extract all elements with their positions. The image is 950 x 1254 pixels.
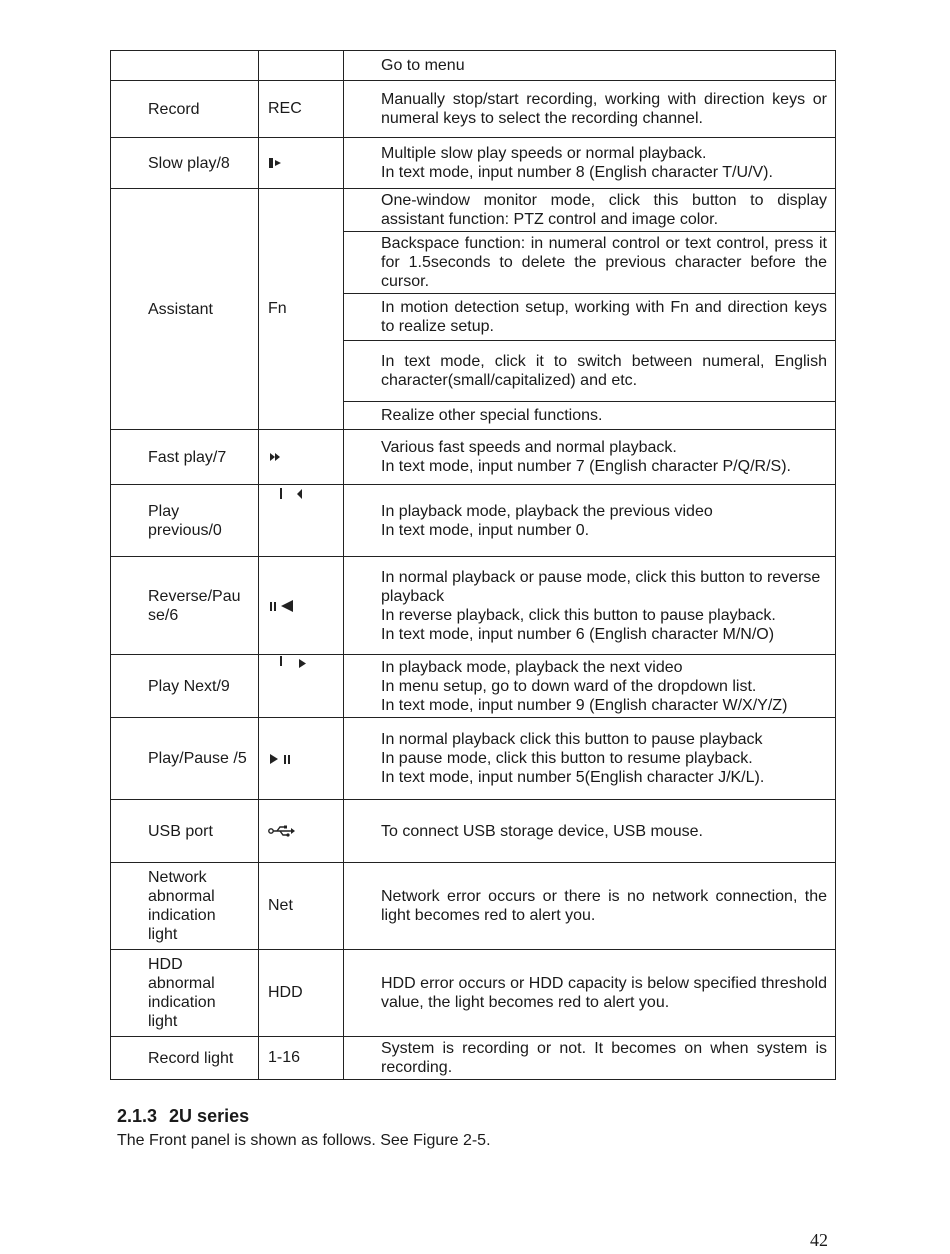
button-name: HDD abnormal indication light	[111, 950, 259, 1036]
table-row	[110, 50, 836, 81]
table-row	[110, 863, 836, 950]
function-desc: Go to menu	[381, 57, 465, 74]
function-desc: To connect USB storage device, USB mouse.	[381, 822, 703, 840]
button-name: USB port	[111, 800, 259, 862]
button-name: Slow play/8	[111, 138, 259, 188]
table-row	[110, 485, 836, 557]
function-desc: In normal playback click this button to pause playback In pause mode, click this button to resume playback. In text mode, input number 5(English character J/K/L).	[381, 731, 765, 786]
fast-play-icon	[268, 451, 284, 463]
button-symbol: Fn	[259, 189, 344, 429]
function-desc: In playback mode, playback the next video In menu setup, go to down ward of the dropdown list. In text mode, input number 9 (English character W/X/Y/Z)	[381, 658, 788, 714]
slow-play-icon	[268, 156, 286, 170]
usb-icon	[268, 824, 296, 838]
reverse-pause-icon	[268, 599, 296, 613]
table-row	[110, 81, 836, 138]
play-previous-icon	[278, 487, 306, 501]
button-name: Record light	[111, 1037, 259, 1079]
table-row	[110, 655, 836, 718]
function-desc: Backspace function: in numeral control or text control, press it for 1.5seconds to delete the previous character before the cursor.	[344, 231, 835, 293]
button-function-table	[110, 50, 836, 1080]
button-name: Assistant	[111, 189, 259, 429]
button-name: Play Next/9	[111, 655, 259, 717]
function-desc: Realize other special functions.	[344, 401, 835, 429]
play-pause-icon	[268, 752, 294, 766]
table-row	[110, 950, 836, 1037]
section-heading	[117, 1106, 249, 1127]
button-name: Play/Pause /5	[111, 718, 259, 799]
button-name: Reverse/Pau se/6	[111, 557, 259, 654]
table-row	[110, 189, 836, 430]
button-name: Network abnormal indication light	[111, 863, 259, 949]
table-row	[110, 430, 836, 485]
table-row	[110, 718, 836, 800]
table-row	[110, 800, 836, 863]
button-symbol	[259, 51, 344, 80]
function-desc: In motion detection setup, working with Fn and direction keys to realize setup.	[344, 293, 835, 340]
table-row	[110, 1037, 836, 1080]
button-symbol: Net	[259, 863, 344, 949]
section-number: 2.1.3	[117, 1106, 158, 1126]
function-desc: Multiple slow play speeds or normal playback. In text mode, input number 8 (English character T/U/V).	[381, 145, 773, 181]
body-paragraph: The Front panel is shown as follows. See Figure 2-5.	[117, 1132, 491, 1149]
table-row	[110, 138, 836, 189]
button-name: Fast play/7	[111, 430, 259, 484]
play-next-icon	[278, 655, 310, 671]
function-desc: In playback mode, playback the previous video In text mode, input number 0.	[381, 502, 713, 539]
button-symbol: REC	[259, 81, 344, 137]
function-desc: Network error occurs or there is no network connection, the light becomes red to alert you.	[381, 888, 827, 924]
function-desc: In text mode, click it to switch between numeral, English character(small/capitalized) and etc.	[344, 340, 835, 401]
function-desc: Various fast speeds and normal playback. In text mode, input number 7 (English character P/Q/R/S).	[381, 439, 791, 475]
page-number: 42	[810, 1230, 828, 1250]
button-name: Record	[111, 81, 259, 137]
function-desc: System is recording or not. It becomes on when system is recording.	[381, 1040, 827, 1076]
button-symbol: 1-16	[259, 1037, 344, 1079]
function-desc: One-window monitor mode, click this button to display assistant function: PTZ control and image color.	[381, 192, 827, 228]
function-desc: In normal playback or pause mode, click this button to reverse playback In reverse playback, click this button to pause playback. In text mode, input number 6 (English character M/N/O)	[381, 568, 821, 643]
function-desc: Manually stop/start recording, working with direction keys or numeral keys to select the recording channel.	[381, 91, 827, 127]
section-title: 2U series	[169, 1106, 250, 1126]
button-name	[111, 51, 259, 80]
button-symbol: HDD	[259, 950, 344, 1036]
button-name: Play previous/0	[111, 485, 259, 556]
table-row	[110, 557, 836, 655]
function-desc: HDD error occurs or HDD capacity is below specified threshold value, the light becomes red to alert you.	[381, 975, 827, 1011]
